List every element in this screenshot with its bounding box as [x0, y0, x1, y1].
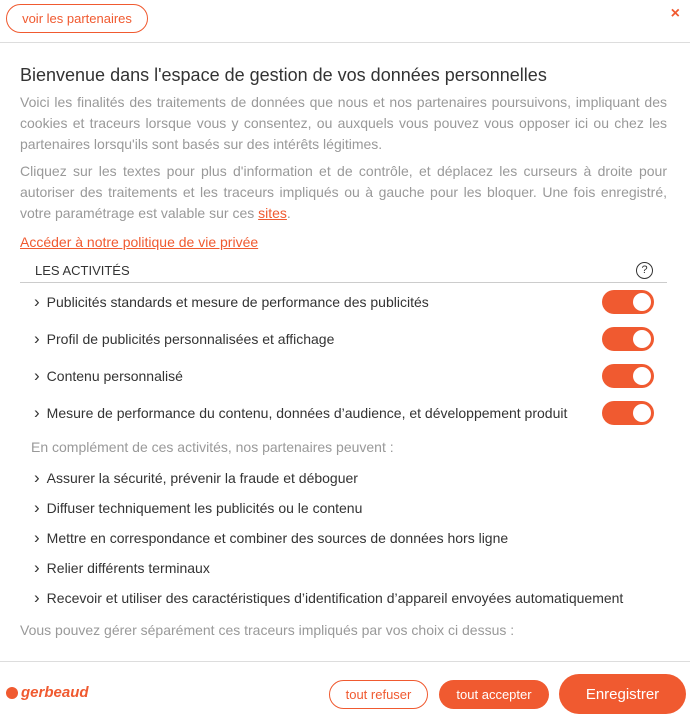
activity-row[interactable]: [20, 357, 667, 394]
partner-purpose-item[interactable]: › Relier différents terminaux: [20, 553, 667, 583]
refuse-all-button[interactable]: tout refuser: [329, 680, 428, 709]
close-icon[interactable]: ×: [670, 5, 680, 22]
intro-text: Voici les finalités des traitements de données que nous et nos partenaires poursuivons, impliquant des cookies et traceurs lorsque vous y consentez, ou auxquels vous pouvez vous opposer ici ou chez les partenaires lorsqu'ils sont basés sur des intérêts légitimes.: [20, 94, 667, 152]
activity-toggle[interactable]: [602, 327, 654, 351]
sites-link[interactable]: sites: [258, 205, 287, 221]
activity-label[interactable]: › Profil de publicités personnalisées et affichage: [34, 329, 334, 349]
partner-purpose-item[interactable]: › Mettre en correspondance et combiner des sources de données hors ligne: [20, 523, 667, 553]
content[interactable]: [0, 43, 690, 661]
gerbeaud-logo: [6, 684, 89, 701]
activity-toggle[interactable]: [602, 401, 654, 425]
header: [0, 0, 690, 43]
activity-row[interactable]: [20, 283, 667, 320]
activity-label[interactable]: › Contenu personnalisé: [34, 366, 183, 386]
instructions-after: .: [286, 205, 291, 221]
activities-heading: LES ACTIVITÉS: [35, 263, 130, 278]
partner-purpose-item[interactable]: › Diffuser techniquement les publicités ou le contenu: [20, 493, 667, 523]
instructions-text: [20, 161, 667, 224]
complement-text: En complément de ces activités, nos partenaires peuvent :: [31, 439, 394, 455]
accept-all-button[interactable]: tout accepter: [439, 680, 549, 709]
activity-label[interactable]: › Mesure de performance du contenu, données d’audience, et développement produit: [34, 403, 567, 423]
activity-row[interactable]: [20, 320, 667, 357]
activity-label[interactable]: › Publicités standards et mesure de performance des publicités: [34, 292, 429, 312]
partner-purpose-item[interactable]: › Recevoir et utiliser des caractéristiques d’identification d’appareil envoyées automatiquement: [20, 583, 667, 613]
partner-purpose-item[interactable]: › Assurer la sécurité, prévenir la fraude et déboguer: [20, 463, 667, 493]
page-title: Bienvenue dans l'espace de gestion de vos données personnelles: [20, 65, 547, 85]
privacy-policy-link[interactable]: Accéder à notre politique de vie privée: [20, 234, 259, 250]
activity-toggle[interactable]: [602, 290, 654, 314]
footer: [0, 661, 690, 716]
help-icon[interactable]: ?: [636, 262, 653, 279]
instructions-before: Cliquez sur les textes pour plus d'information et de contrôle, et déplacez les curseurs à droite pour autoriser des traitements et les traceurs impliqués ou à gauche pour les bloquer. Une fois enregistré, votre paramétrage est valable sur ces: [20, 163, 667, 221]
see-partners-button[interactable]: voir les partenaires: [6, 4, 148, 33]
logo-icon: [6, 687, 18, 699]
activity-toggle[interactable]: [602, 364, 654, 388]
save-button[interactable]: Enregistrer: [559, 674, 686, 714]
activities-header: [20, 262, 667, 283]
logo-text: gerbeaud: [21, 684, 89, 701]
activity-row[interactable]: [20, 394, 667, 431]
more-text: Vous pouvez gérer séparément ces traceurs impliqués par vos choix ci dessus :: [20, 622, 515, 638]
